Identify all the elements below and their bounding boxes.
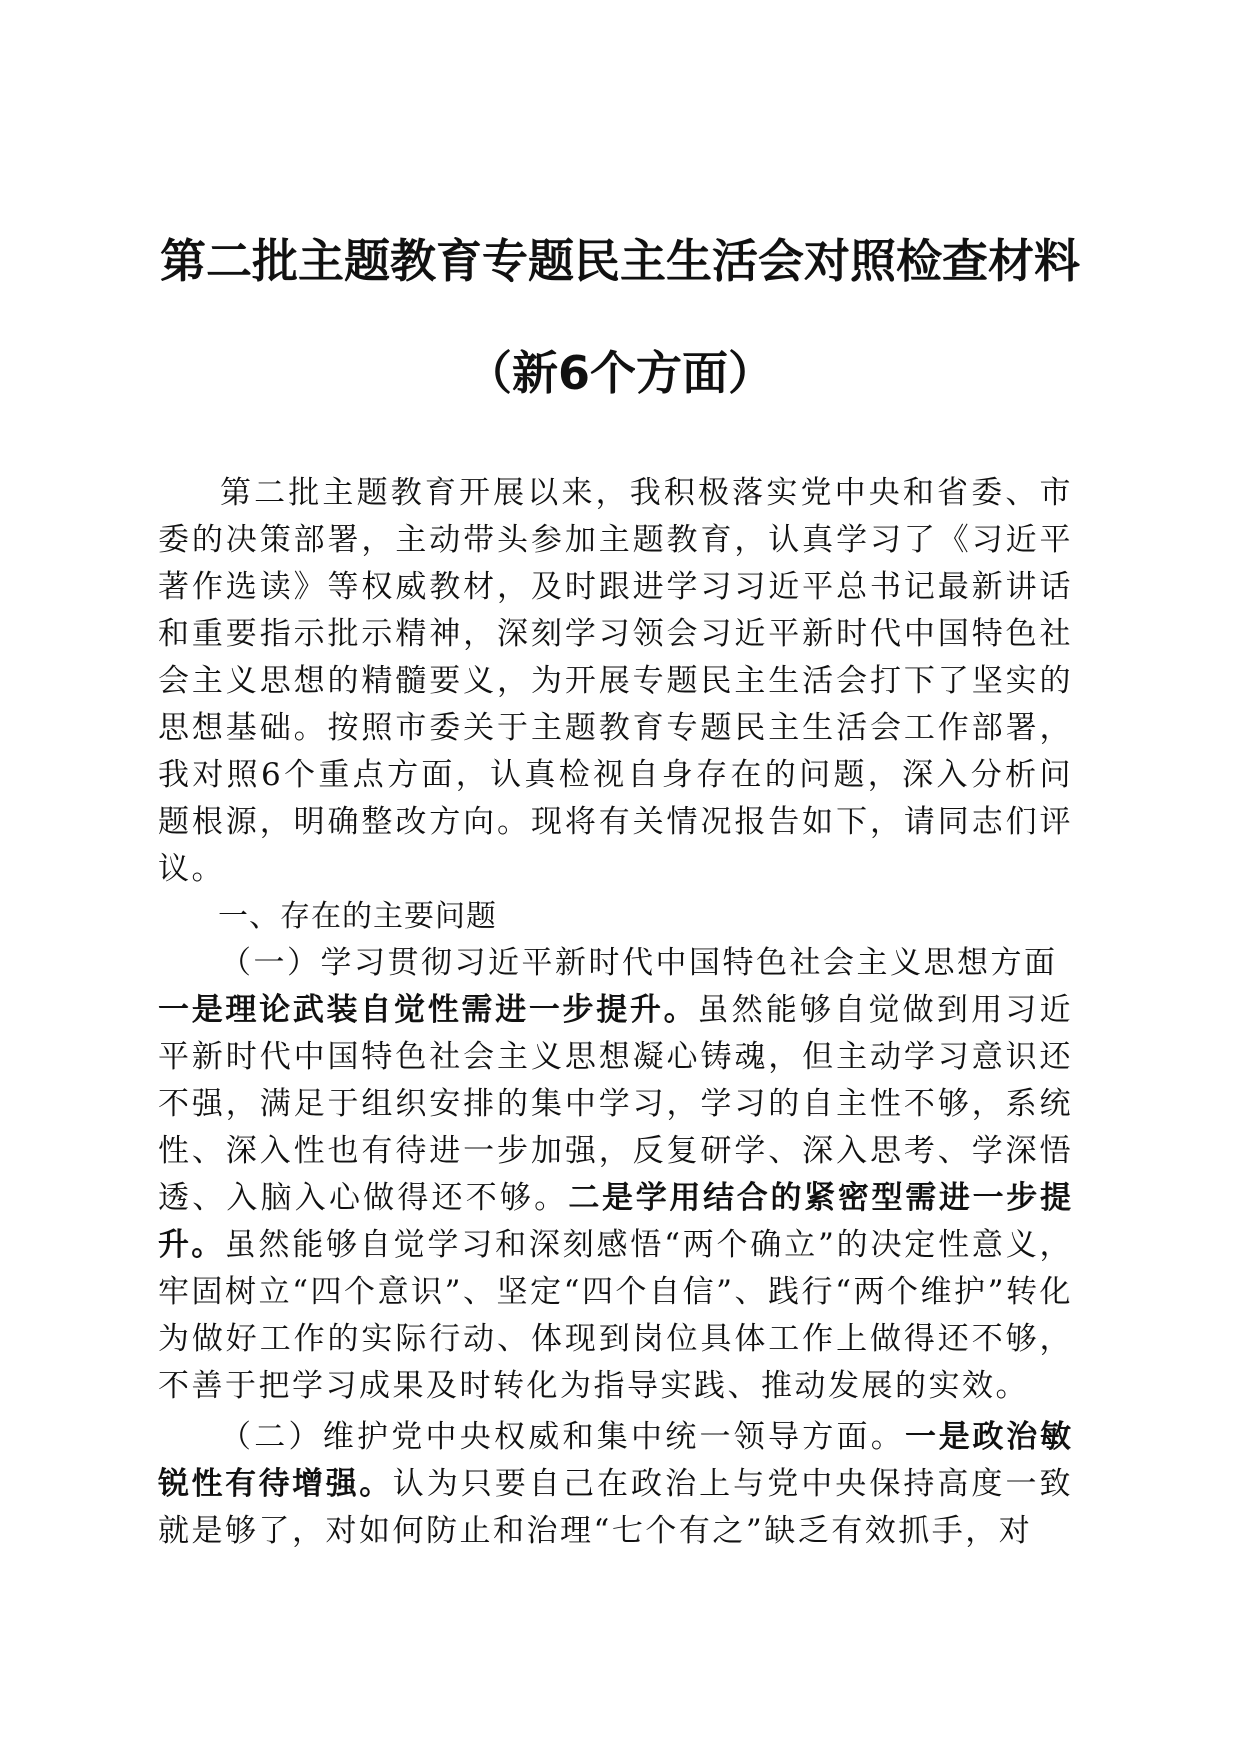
subsection-1-paragraph: [158, 987, 1073, 1410]
point-title: 二是学用结合的紧密型需进一步提升。: [158, 1180, 1074, 1263]
subsection-heading-2: （二）维护党中央权威和集中统一领导方面。: [220, 1419, 905, 1455]
point-title: 一是政治敏锐性有待增强。: [158, 1419, 1073, 1502]
point-text: 虽然能够自觉学习和深刻感悟“两个确立”的决定性意义，牢固树立“四个意识”、坚定“四个自信”、践行“两个维护”转化为做好工作的实际行动、体现到岗位具体工作上做得还不够，不善于把学习成果及时转化为指导实践、推动发展的实效。: [158, 1227, 1074, 1404]
point-title: 一是理论武装自觉性需进一步提升。: [158, 992, 698, 1028]
point-text: 虽然能够自觉做到用习近平新时代中国特色社会主义思想凝心铸魂，但主动学习意识还不强，满足于组织安排的集中学习，学习的自主性不够，系统性、深入性也有待进一步加强，反复研学、深入思考、学深悟透、入脑入心做得还不够。: [158, 992, 1074, 1216]
document-title: 第二批主题教育专题民主生活会对照检查材料: [160, 234, 1080, 288]
intro-paragraph: 第二批主题教育开展以来，我积极落实党中央和省委、市委的决策部署，主动带头参加主题教育，认真学习了《习近平著作选读》等权威教材，及时跟进学习习近平总书记最新讲话和重要指示批示精神，深刻学习领会习近平新时代中国特色社会主义思想的精髓要义，为开展专题民主生活会打下了坚实的思想基础。按照市委关于主题教育专题民主生活会工作部署，我对照6个重点方面，认真检视自身存在的问题，深入分析问题根源，明确整改方向。现将有关情况报告如下，请同志们评议。: [158, 475, 1073, 887]
point-text: 认为只要自己在政治上与党中央保持高度一致就是够了，对如何防止和治理“七个有之”缺乏有效抓手，对: [158, 1466, 1074, 1549]
section-heading-problems: 一、存在的主要问题: [218, 899, 497, 934]
document-body: [158, 470, 1073, 1555]
subsection-2-paragraph: [158, 1414, 1073, 1555]
subsection-heading-1: （一）学习贯彻习近平新时代中国特色社会主义思想方面: [220, 945, 1058, 981]
document-subtitle: （新6个方面）: [465, 346, 774, 400]
